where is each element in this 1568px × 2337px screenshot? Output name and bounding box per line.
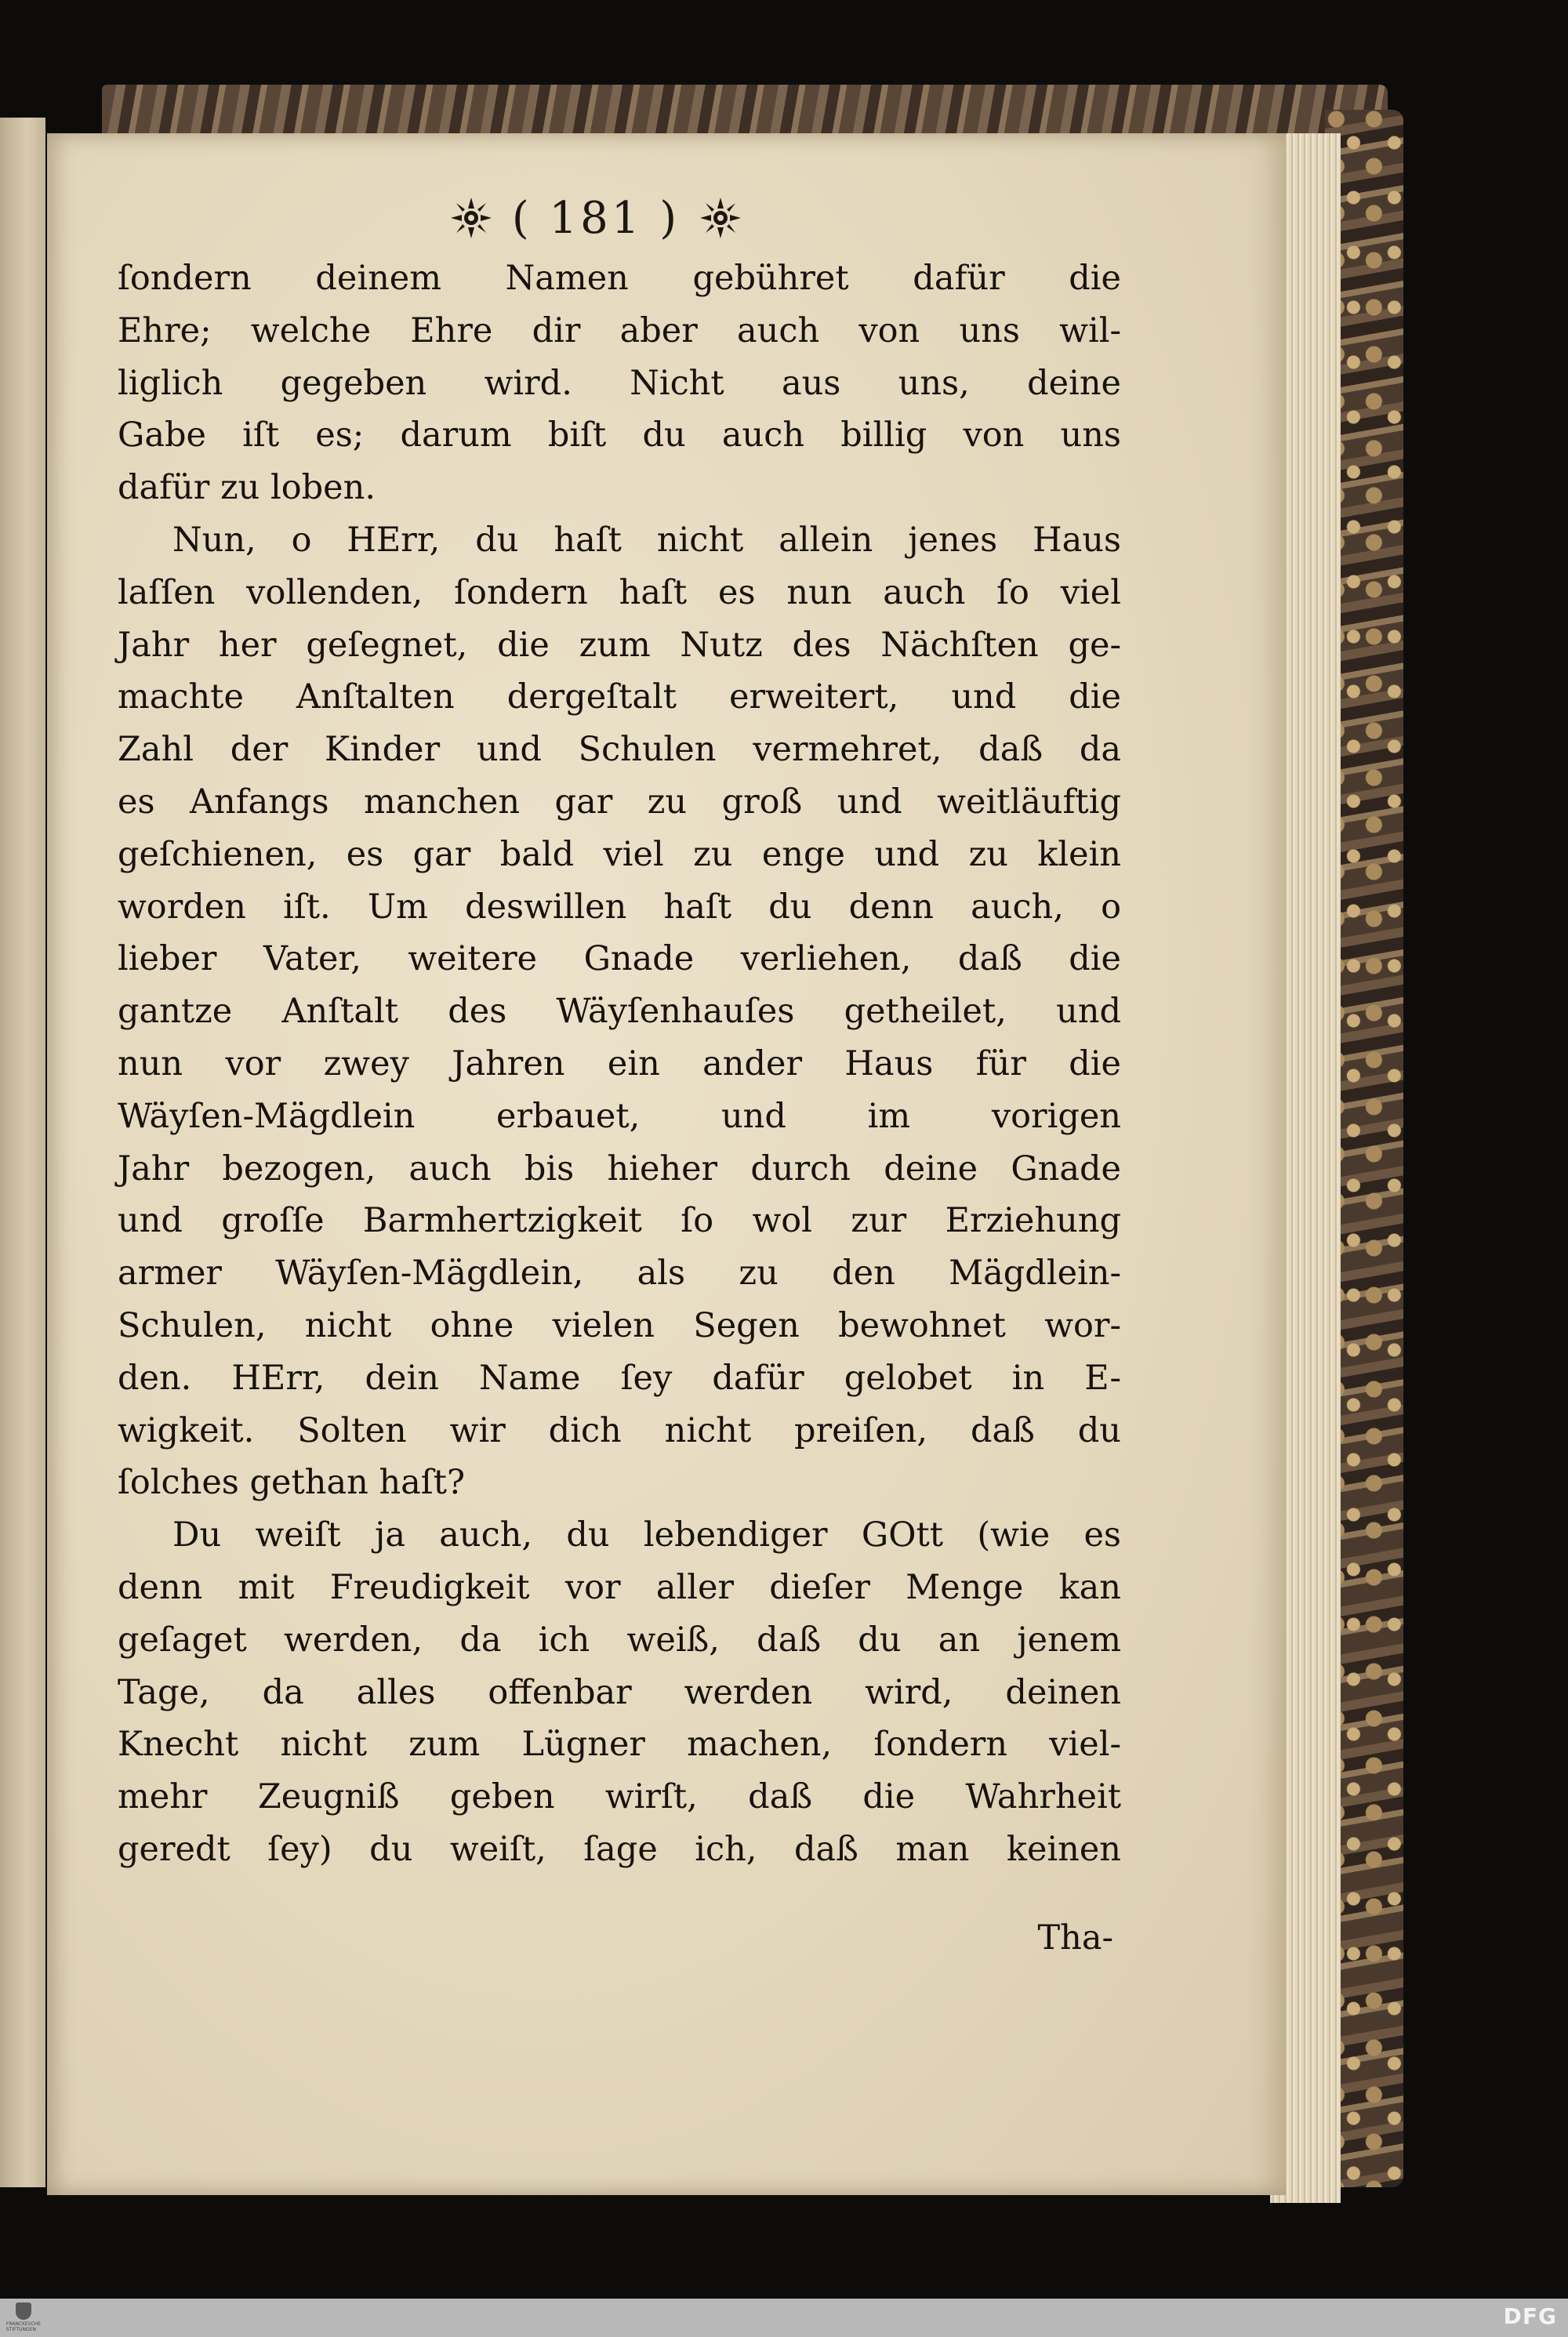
text-line: und groſſe Barmhertzigkeit ſo wol zur Erziehung — [118, 1201, 1121, 1241]
running-head — [392, 187, 800, 249]
text-line: ſolches gethan haſt? — [118, 1463, 466, 1503]
binding-board-top — [102, 85, 1388, 140]
text-line: laſſen vollenden, ſondern haſt es nun auch ſo viel — [118, 572, 1121, 612]
text-line: machte Anſtalten dergeſtalt erweitert, und die — [118, 677, 1121, 717]
text-line: armer Wäyſen-Mägdlein, als zu den Mägdlein- — [118, 1254, 1121, 1294]
text-line: gantze Anſtalt des Wäyſenhauſes getheilet, und — [118, 992, 1121, 1032]
text-line: Zahl der Kinder und Schulen vermehret, daß da — [118, 730, 1121, 770]
text-line: dafür zu loben. — [118, 468, 376, 508]
fleuron-icon — [448, 194, 495, 241]
page-number: ( 181 ) — [511, 192, 681, 244]
text-line: Jahr bezogen, auch bis hieher durch deine Gnade — [118, 1149, 1121, 1188]
text-line: wigkeit. Solten wir dich nicht preiſen, daß du — [118, 1410, 1121, 1450]
facing-page-edge — [0, 118, 45, 2187]
text-line: ſondern deinem Namen gebühret dafür die — [118, 259, 1121, 298]
text-line: Nun, o HErr, du haſt nicht allein jenes Haus — [172, 520, 1121, 560]
text-line: Knecht nicht zum Lügner machen, ſondern viel- — [118, 1725, 1121, 1765]
text-line: lieber Vater, weitere Gnade verliehen, daß die — [118, 939, 1121, 979]
catchword: Tha- — [1037, 1918, 1113, 1958]
text-line: geſaget werden, da ich weiß, daß du an jenem — [118, 1620, 1121, 1660]
institution-logo-text: FRANCKESCHE STIFTUNGEN — [5, 2321, 42, 2332]
text-line: liglich gegeben wird. Nicht aus uns, deine — [118, 363, 1121, 403]
text-line: mehr Zeugniß geben wirſt, daß die Wahrheit — [118, 1777, 1121, 1817]
text-line: denn mit Freudigkeit vor aller dieſer Menge kan — [118, 1567, 1121, 1607]
text-line: Ehre; welche Ehre dir aber auch von uns wil- — [118, 310, 1121, 350]
text-line: worden iſt. Um deswillen haſt du denn auch, o — [118, 887, 1121, 927]
text-line: geſchienen, es gar bald viel zu enge und zu klein — [118, 834, 1121, 874]
text-line: nun vor zwey Jahren ein ander Haus für die — [118, 1043, 1121, 1083]
dfg-logo: DFG — [1503, 2303, 1557, 2329]
text-line: Jahr her geſegnet, die zum Nutz des Nächſten ge- — [118, 625, 1121, 665]
institution-logo — [6, 2302, 41, 2333]
body-text — [118, 252, 1121, 1876]
text-line: Du weiſt ja auch, du lebendiger GOtt (wie es — [172, 1515, 1121, 1555]
crest-icon — [16, 2303, 31, 2320]
text-line: Tage, da alles offenbar werden wird, deinen — [118, 1672, 1121, 1712]
text-line: es Anfangs manchen gar zu groß und weitläuftig — [118, 782, 1121, 822]
fleuron-icon — [697, 194, 744, 241]
text-line: Gabe iſt es; darum biſt du auch billig von uns — [118, 416, 1121, 455]
text-line: den. HErr, dein Name ſey dafür gelobet in E- — [118, 1358, 1121, 1398]
text-line: Wäyſen-Mägdlein erbauet, und im vorigen — [118, 1096, 1121, 1136]
viewer-footer-bar — [0, 2299, 1568, 2337]
text-line: geredt ſey) du weiſt, ſage ich, daß man keinen — [118, 1829, 1121, 1869]
text-line: Schulen, nicht ohne vielen Segen bewohnet wor- — [118, 1305, 1121, 1345]
